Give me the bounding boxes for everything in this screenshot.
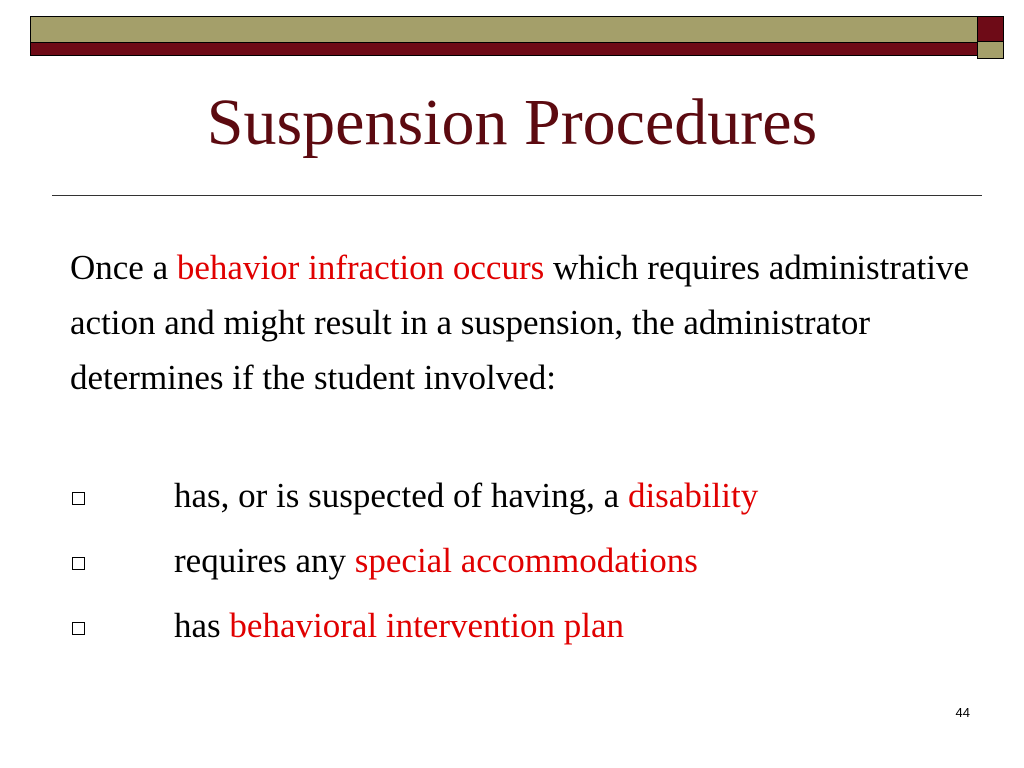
hollow-square-bullet-icon — [72, 622, 85, 635]
bullet-item — [70, 468, 990, 533]
bullet-highlight: behavioral intervention plan — [229, 606, 624, 645]
bullet-text-plain: has, or is suspected of having, a — [174, 476, 628, 515]
bullet-text — [174, 468, 758, 523]
bullet-text-plain: has — [174, 606, 230, 645]
bullet-item — [70, 533, 990, 598]
decoration-maroon-stripe — [31, 42, 977, 55]
intro-text-after: which requires administrative action and might result in a suspension, the administrator determines if the student involved: — [70, 248, 969, 397]
bullet-highlight: disability — [627, 476, 759, 515]
decoration-square-olive — [977, 41, 1004, 59]
bullet-item — [70, 598, 990, 663]
page-number: 44 — [955, 705, 970, 720]
intro-text-before: Once a — [70, 248, 177, 287]
intro-paragraph — [70, 240, 970, 405]
bullet-list — [70, 468, 990, 663]
decoration-olive-stripe — [31, 17, 977, 42]
hollow-square-bullet-icon — [72, 492, 85, 505]
title-divider — [52, 195, 982, 196]
bullet-highlight: special accommodations — [354, 541, 698, 580]
hollow-square-bullet-icon — [72, 557, 85, 570]
bullet-text — [174, 533, 698, 588]
intro-highlight: behavior infraction occurs — [176, 248, 545, 287]
decoration-square-maroon — [977, 16, 1004, 42]
top-decoration-bar — [30, 16, 978, 56]
slide-title: Suspension Procedures — [206, 86, 818, 159]
bullet-text-plain: requires any — [174, 541, 355, 580]
bullet-text — [174, 598, 624, 653]
